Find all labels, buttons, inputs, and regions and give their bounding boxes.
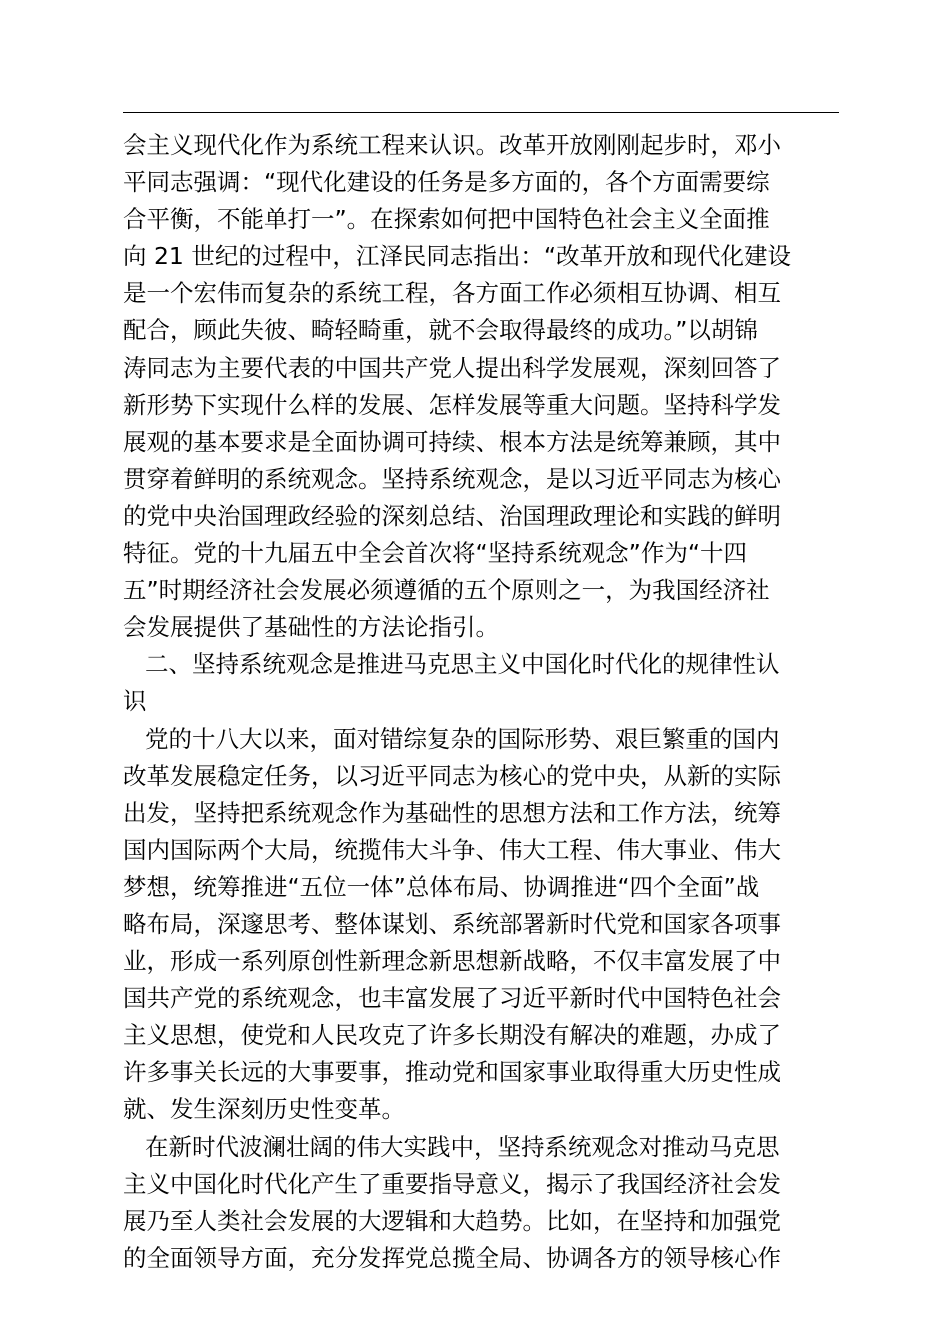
text-line: 梦想，统筹推进“五位一体”总体布局、协调推进“四个全面”战: [123, 872, 760, 901]
text-line: 许多事关长远的大事要事，推动党和国家事业取得重大历史性成: [123, 1058, 781, 1087]
text-line: 略布局，深邃思考、整体谋划、系统部署新时代党和国家各项事: [123, 909, 781, 938]
header-rule: [123, 112, 839, 113]
text-line: 五”时期经济社会发展必须遵循的五个原则之一，为我国经济社: [123, 576, 770, 605]
text-line: 是一个宏伟而复杂的系统工程，各方面工作必须相互协调、相互: [123, 279, 781, 308]
text-line: 平同志强调：“现代化建设的任务是多方面的，各个方面需要综: [123, 168, 770, 197]
text-line: 主义中国化时代化产生了重要指导意义，揭示了我国经济社会发: [123, 1169, 781, 1198]
text-line: 的全面领导方面，充分发挥党总揽全局、协调各方的领导核心作: [123, 1243, 781, 1272]
text-line: 展观的基本要求是全面协调可持续、根本方法是统筹兼顾，其中: [123, 427, 781, 456]
text-line: 在新时代波澜壮阔的伟大实践中，坚持系统观念对推动马克思: [145, 1132, 780, 1161]
text-line: 识: [123, 687, 147, 716]
text-line: 涛同志为主要代表的中国共产党人提出科学发展观，深刻回答了: [123, 353, 781, 382]
text-line: 展乃至人类社会发展的大逻辑和大趋势。比如，在坚持和加强党: [123, 1206, 781, 1235]
text-line: 就、发生深刻历史性变革。: [123, 1095, 405, 1124]
text-line: 的党中央治国理政经验的深刻总结、治国理政理论和实践的鲜明: [123, 501, 781, 530]
text-line: 出发，坚持把系统观念作为基础性的思想方法和工作方法，统筹: [123, 798, 781, 827]
text-line: 新形势下实现什么样的发展、怎样发展等重大问题。坚持科学发: [123, 390, 781, 419]
body-text: [123, 127, 843, 1277]
text-line: 二、坚持系统观念是推进马克思主义中国化时代化的规律性认: [145, 650, 780, 679]
text-line: 会发展提供了基础性的方法论指引。: [123, 613, 499, 642]
text-line: 会主义现代化作为系统工程来认识。改革开放刚刚起步时，邓小: [123, 131, 781, 159]
text-line: 合平衡，不能单打一”。在探索如何把中国特色社会主义全面推: [123, 205, 770, 234]
text-line: 向 21 世纪的过程中，江泽民同志指出：“改革开放和现代化建设: [123, 242, 792, 271]
text-line: 国内国际两个大局，统揽伟大斗争、伟大工程、伟大事业、伟大: [123, 835, 781, 864]
text-line: 配合，顾此失彼、畸轻畸重，就不会取得最终的成功。”以胡锦: [123, 316, 758, 345]
text-line: 改革发展稳定任务，以习近平同志为核心的党中央，从新的实际: [123, 761, 781, 790]
text-line: 党的十八大以来，面对错综复杂的国际形势、艰巨繁重的国内: [145, 724, 780, 753]
text-line: 特征。党的十九届五中全会首次将“坚持系统观念”作为“十四: [123, 539, 748, 568]
text-line: 贯穿着鲜明的系统观念。坚持系统观念，是以习近平同志为核心: [123, 464, 781, 493]
text-line: 国共产党的系统观念，也丰富发展了习近平新时代中国特色社会: [123, 984, 781, 1013]
text-line: 业，形成一系列原创性新理念新思想新战略，不仅丰富发展了中: [123, 947, 781, 976]
text-line: 主义思想，使党和人民攻克了许多长期没有解决的难题，办成了: [123, 1021, 781, 1050]
